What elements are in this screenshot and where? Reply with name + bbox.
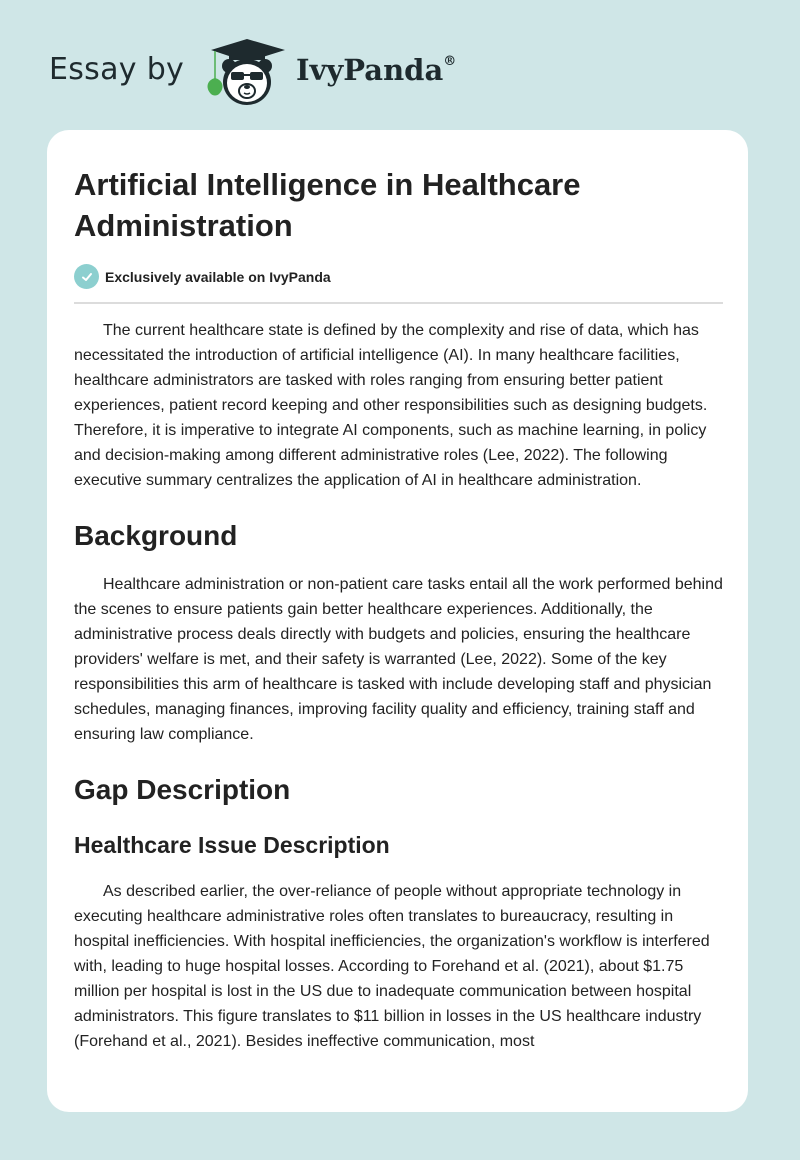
exclusive-badge <box>74 264 331 289</box>
registered-mark: ® <box>443 54 457 70</box>
essay-card <box>47 130 748 1112</box>
section-heading-gap-description: Gap Description <box>74 774 291 805</box>
intro-paragraph: The current healthcare state is defined by the complexity and rise of data, which has necessitated the introduction of artificial intelligence (AI). In many healthcare facilities, healthcare administrators are tasked with roles ranging from ensuring better patient experiences, patient record keeping and other responsibilities such as designing budgets. Therefore, it is imperative to integrate AI components, such as machine learning, in policy and decision-making among different administrative roles (Lee, 2022). The following executive summary centralizes the application of AI in healthcare administration. <box>74 322 708 489</box>
subheading-healthcare-issue: Healthcare Issue Description <box>74 832 390 858</box>
healthcare-issue-paragraph: As described earlier, the over-reliance of people without appropriate technology in executing healthcare administrative roles often translates to bureaucracy, resulting in hospital inefficiencies. With hospital inefficiencies, the organization's workflow is interfered with, leading to huge hospital losses. According to Forehand et al. (2021), about $1.75 million per hospital is lost in the US due to inadequate communication between hospital administrators. This figure translates to $11 billion in losses in the US healthcare industry (Forehand et al., 2021). Besides ineffective communication, most <box>74 883 710 1050</box>
page-title: Artificial Intelligence in Healthcare Administration <box>74 167 581 243</box>
brand-text: IvyPanda <box>296 53 444 87</box>
check-circle-icon <box>74 264 99 289</box>
exclusive-badge-label: Exclusively available on IvyPanda <box>105 268 331 285</box>
article-body <box>74 318 726 1054</box>
site-header <box>0 0 800 120</box>
section-heading-background: Background <box>74 520 238 551</box>
essay-by-label: Essay by <box>49 52 185 87</box>
panda-graduation-cap-icon[interactable] <box>203 36 291 108</box>
background-paragraph: Healthcare administration or non-patient care tasks entail all the work performed behind the scenes to ensure patients gain better healthcare experiences. Additionally, the administrative process deals directly with budgets and policies, ensuring the healthcare providers' welfare is met, and their safety is warranted (Lee, 2022). Some of the key responsibilities this arm of healthcare is tasked with include developing staff and physician schedules, managing finances, improving facility quality and efficiency, training staff and ensuring law compliance. <box>74 576 723 743</box>
divider <box>74 302 723 304</box>
brand-name[interactable] <box>296 53 456 87</box>
